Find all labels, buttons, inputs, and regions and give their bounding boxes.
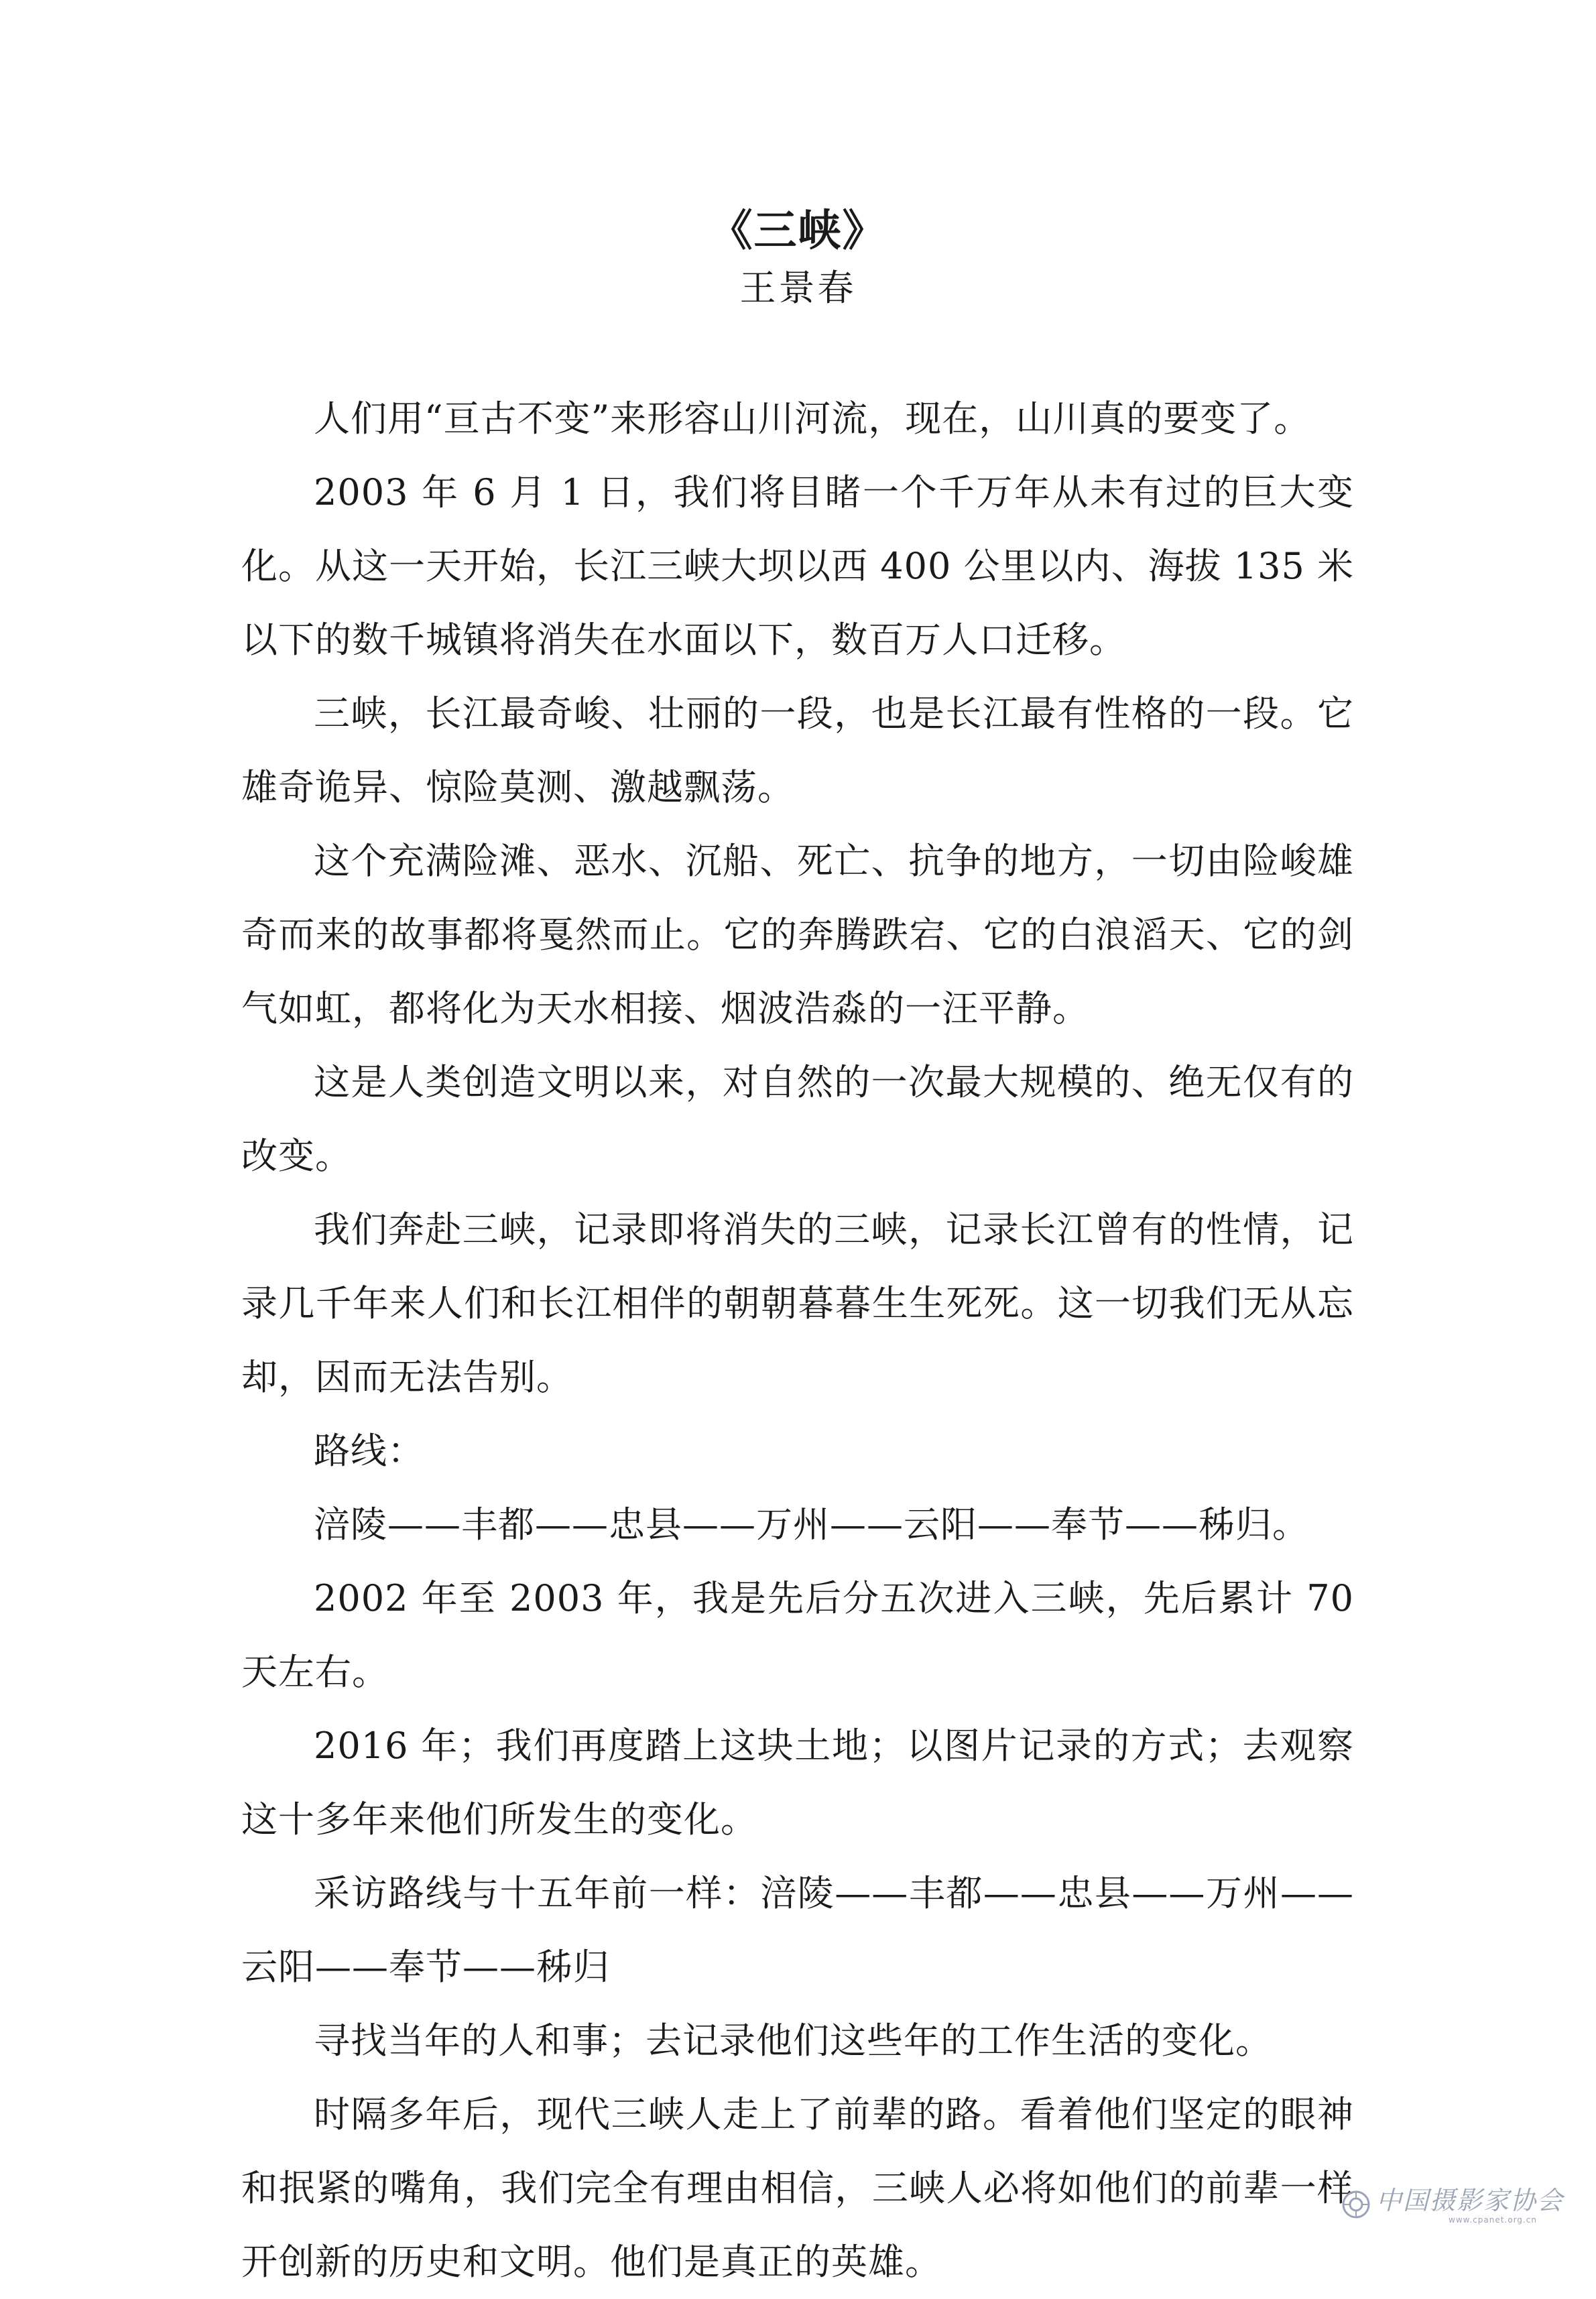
watermark-url: www.cpanet.org.cn xyxy=(1449,2215,1537,2225)
document-body xyxy=(241,382,1354,2299)
paragraph: 时隔多年后，现代三峡人走上了前辈的路。看着他们坚定的眼神和抿紧的嘴角，我们完全有理由相信，三峡人必将如他们的前辈一样开创新的历史和文明。他们是真正的英雄。 xyxy=(241,2093,1354,2283)
paragraph: 路线： xyxy=(314,1430,424,1472)
association-logo-icon xyxy=(1341,2190,1371,2219)
paragraph: 2003 年 6 月 1 日，我们将目睹一个千万年从未有过的巨大变化。从这一天开始，长江三峡大坝以西 400 公里以内、海拔 135 米以下的数千城镇将消失在水面以下，数百万人口迁移。 xyxy=(241,471,1354,661)
paragraph: 涪陵——丰都——忠县——万州——云阳——奉节——秭归。 xyxy=(314,1503,1309,1546)
watermark xyxy=(1341,2183,1564,2230)
document-title: 《三峡》 xyxy=(709,206,887,256)
paragraph: 三峡，长江最奇峻、壮丽的一段，也是长江最有性格的一段。它雄奇诡异、惊险莫测、激越飘荡。 xyxy=(241,692,1354,808)
paragraph: 我们奔赴三峡，记录即将消失的三峡，记录长江曾有的性情，记录几千年来人们和长江相伴的朝朝暮暮生生死死。这一切我们无从忘却，因而无法告别。 xyxy=(241,1208,1354,1398)
paragraph: 这个充满险滩、恶水、沉船、死亡、抗争的地方，一切由险峻雄奇而来的故事都将戛然而止。它的奔腾跌宕、它的白浪滔天、它的剑气如虹，都将化为天水相接、烟波浩淼的一汪平静。 xyxy=(241,840,1354,1030)
paragraph: 2016 年；我们再度踏上这块土地；以图片记录的方式；去观察这十多年来他们所发生的变化。 xyxy=(241,1725,1354,1841)
paragraph: 采访路线与十五年前一样：涪陵——丰都——忠县——万州——云阳——奉节——秭归 xyxy=(241,1872,1354,1988)
paragraph: 2002 年至 2003 年，我是先后分五次进入三峡，先后累计 70 天左右。 xyxy=(241,1577,1354,1693)
watermark-text: 中国摄影家协会 xyxy=(1376,2186,1564,2215)
document-author: 王景春 xyxy=(739,267,857,309)
paragraph: 人们用“亘古不变”来形容山川河流，现在，山川真的要变了。 xyxy=(314,397,1311,440)
paragraph: 寻找当年的人和事；去记录他们这些年的工作生活的变化。 xyxy=(314,2020,1272,2062)
paragraph: 这是人类创造文明以来，对自然的一次最大规模的、绝无仅有的改变。 xyxy=(241,1061,1354,1177)
